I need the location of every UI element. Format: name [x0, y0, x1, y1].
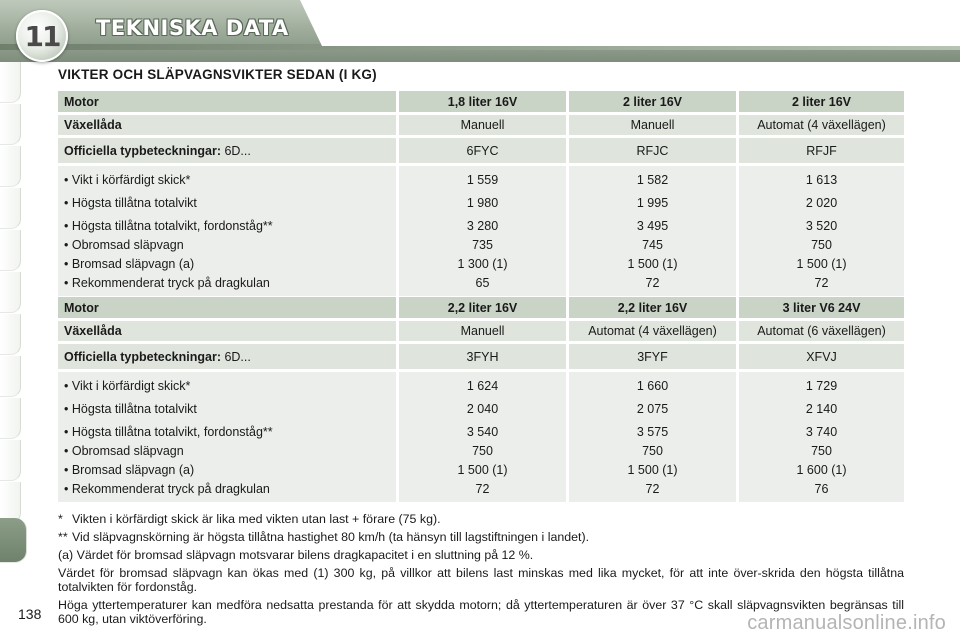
table-cell: 1 624 — [396, 372, 566, 395]
table-row — [58, 235, 904, 254]
table-cell: RFJC — [566, 138, 736, 166]
table-cell: 735 — [396, 235, 566, 254]
table-cell: Manuell — [396, 321, 566, 344]
type-row — [58, 344, 904, 372]
table-cell: Automat (4 växellägen) — [566, 321, 736, 344]
table-cell: 3 740 — [736, 418, 904, 441]
row-label: Växellåda — [58, 321, 396, 344]
row-label: • Vikt i körfärdigt skick* — [58, 372, 396, 395]
table-cell: 1 500 (1) — [566, 254, 736, 273]
gearbox-row — [58, 115, 904, 138]
row-label: • Bromsad släpvagn (a) — [58, 254, 396, 273]
weights-table-2 — [58, 297, 904, 502]
table-row — [58, 460, 904, 479]
table-cell: 76 — [736, 479, 904, 502]
table-cell: 3FYH — [396, 344, 566, 372]
table-cell: 750 — [736, 441, 904, 460]
row-label: • Obromsad släpvagn — [58, 235, 396, 254]
table-cell: 750 — [736, 235, 904, 254]
row-label: • Rekommenderat tryck på dragkulan — [58, 479, 396, 502]
table-cell: 1 995 — [566, 189, 736, 212]
footnote-marker: ** — [58, 530, 68, 544]
footnote: Värdet för bromsad släpvagn kan ökas med (1) 300 kg, på villkor att bilens last minskas med lika mycket, för att inte över-skrida den högsta tillåtna totalvikten för fordonståg. — [58, 566, 904, 594]
table-cell: 750 — [566, 441, 736, 460]
row-label: • Obromsad släpvagn — [58, 441, 396, 460]
chapter-title: TEKNISKA DATA — [96, 16, 289, 40]
table-cell: RFJF — [736, 138, 904, 166]
type-label: Officiella typbeteckningar: — [64, 143, 221, 158]
table-row — [58, 166, 904, 189]
table-cell: 6FYC — [396, 138, 566, 166]
chapter-edge-tabs — [0, 62, 28, 582]
table-row — [58, 395, 904, 418]
table-cell: 3FYF — [566, 344, 736, 372]
table-cell: 1 500 (1) — [736, 254, 904, 273]
table-cell: 3 540 — [396, 418, 566, 441]
footnote — [58, 530, 904, 544]
row-label: • Högsta tillåtna totalvikt — [58, 189, 396, 212]
table-row — [58, 254, 904, 273]
row-label: Växellåda — [58, 115, 396, 138]
header-cell: 1,8 liter 16V — [396, 91, 566, 115]
table-row — [58, 441, 904, 460]
type-label: Officiella typbeteckningar: — [64, 349, 221, 364]
edge-tab[interactable] — [0, 272, 21, 313]
footnote: Höga yttertemperaturer kan medföra nedsatta prestanda för att skydda motorn; då yttertemperaturen är över 37 °C skall släpvagnsvikten begränsas till 600 kg, utan viktöverföring. — [58, 598, 904, 626]
type-row — [58, 138, 904, 166]
header-cell: Motor — [58, 297, 396, 321]
footnote: (a) Värdet för bromsad släpvagn motsvarar bilens dragkapacitet i en sluttning på 12 %. — [58, 548, 534, 562]
table-cell: 1 980 — [396, 189, 566, 212]
edge-tab[interactable] — [0, 440, 21, 481]
table-cell: 2 140 — [736, 395, 904, 418]
table-cell: 72 — [566, 273, 736, 296]
footnote-marker: * — [58, 512, 63, 526]
edge-tab-active[interactable] — [0, 518, 27, 563]
table-row — [58, 212, 904, 235]
table-cell: 3 575 — [566, 418, 736, 441]
row-label: • Högsta tillåtna totalvikt, fordonståg** — [58, 212, 396, 235]
table-cell: Manuell — [396, 115, 566, 138]
edge-tab[interactable] — [0, 314, 21, 355]
row-label: • Rekommenderat tryck på dragkulan — [58, 273, 396, 296]
table-cell: 2 075 — [566, 395, 736, 418]
row-label — [58, 138, 396, 166]
table-cell: 2 040 — [396, 395, 566, 418]
row-label: • Högsta tillåtna totalvikt, fordonståg** — [58, 418, 396, 441]
table-cell: Automat (6 växellägen) — [736, 321, 904, 344]
table-cell: 1 729 — [736, 372, 904, 395]
weights-table-1 — [58, 91, 904, 296]
watermark: carmanualsonline.info — [747, 612, 946, 634]
table-cell: 1 600 (1) — [736, 460, 904, 479]
type-suffix: 6D... — [220, 349, 251, 364]
header-cell: Motor — [58, 91, 396, 115]
table-cell: 72 — [566, 479, 736, 502]
table-cell: 1 300 (1) — [396, 254, 566, 273]
edge-tab[interactable] — [0, 104, 21, 145]
edge-tab[interactable] — [0, 62, 21, 103]
edge-tab[interactable] — [0, 398, 21, 439]
table-cell: 1 613 — [736, 166, 904, 189]
edge-tab[interactable] — [0, 146, 21, 187]
table-cell: 1 559 — [396, 166, 566, 189]
table-cell: XFVJ — [736, 344, 904, 372]
footnote-text: Vid släpvagnskörning är högsta tillåtna hastighet 80 km/h (ta hänsyn till lagstiftningen i landet). — [72, 530, 590, 544]
table-cell: 750 — [396, 441, 566, 460]
table-cell: 65 — [396, 273, 566, 296]
section-title: VIKTER OCH SLÄPVAGNSVIKTER SEDAN (I KG) — [58, 67, 377, 82]
table-cell: 745 — [566, 235, 736, 254]
header-cell: 2 liter 16V — [566, 91, 736, 115]
row-label: • Bromsad släpvagn (a) — [58, 460, 396, 479]
table-row — [58, 273, 904, 296]
row-label: • Vikt i körfärdigt skick* — [58, 166, 396, 189]
table-cell: 2 020 — [736, 189, 904, 212]
edge-tab[interactable] — [0, 188, 21, 229]
table-cell: 3 520 — [736, 212, 904, 235]
header-cell: 2 liter 16V — [736, 91, 904, 115]
table-cell: 1 500 (1) — [566, 460, 736, 479]
type-suffix: 6D... — [220, 143, 251, 158]
footnote — [58, 512, 904, 526]
table-row — [58, 189, 904, 212]
table-cell: 1 500 (1) — [396, 460, 566, 479]
edge-tab[interactable] — [0, 230, 21, 271]
gearbox-row — [58, 321, 904, 344]
header-cell: 2,2 liter 16V — [566, 297, 736, 321]
header-cell: 3 liter V6 24V — [736, 297, 904, 321]
edge-tab[interactable] — [0, 482, 21, 523]
table-header-row — [58, 91, 904, 115]
header-cutout — [300, 0, 960, 46]
page-number: 138 — [18, 606, 42, 622]
table-cell: 3 280 — [396, 212, 566, 235]
table-header-row — [58, 297, 904, 321]
chapter-number-badge: 11 — [16, 10, 68, 62]
table-row — [58, 479, 904, 502]
header-cell: 2,2 liter 16V — [396, 297, 566, 321]
row-label: • Högsta tillåtna totalvikt — [58, 395, 396, 418]
table-cell: Automat (4 växellägen) — [736, 115, 904, 138]
table-cell: Manuell — [566, 115, 736, 138]
row-label — [58, 344, 396, 372]
table-cell: 1 582 — [566, 166, 736, 189]
footnote-text: Vikten i körfärdigt skick är lika med vikten utan last + förare (75 kg). — [72, 512, 441, 526]
table-row — [58, 372, 904, 395]
table-row — [58, 418, 904, 441]
edge-tab[interactable] — [0, 356, 21, 397]
table-cell: 1 660 — [566, 372, 736, 395]
table-cell: 72 — [396, 479, 566, 502]
table-cell: 72 — [736, 273, 904, 296]
table-cell: 3 495 — [566, 212, 736, 235]
